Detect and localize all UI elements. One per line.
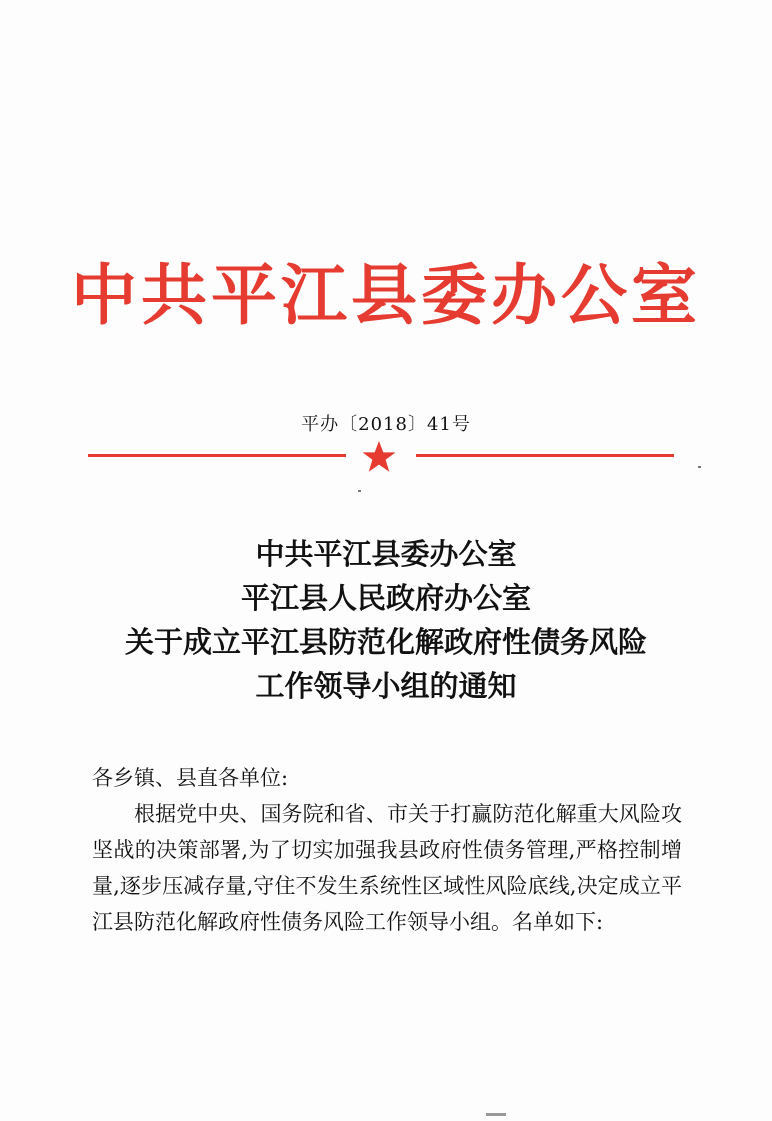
salutation: 各乡镇、县直各单位:	[92, 766, 289, 790]
header-rule-right	[416, 454, 674, 457]
notice-body	[92, 760, 682, 940]
title-line-3: 关于成立平江县防范化解政府性债务风险	[124, 625, 647, 659]
red-header-org-name: 中共平江县委办公室	[71, 256, 701, 334]
star-icon	[361, 440, 397, 474]
scan-speck	[698, 466, 701, 468]
title-line-1: 中共平江县委办公室	[255, 537, 517, 571]
notice-title	[0, 532, 772, 708]
body-paragraph: 根据党中央、国务院和省、市关于打赢防范化解重大风险攻坚战的决策部署,为了切实加强我县政府性债务管理,严格控制增量,逐步压减存量,守住不发生系统性区域性风险底线,决定成立平江县防范化解政府性债务风险工作领导小组。名单如下:	[92, 802, 682, 934]
scan-speck	[358, 490, 361, 492]
scan-speck	[486, 1113, 506, 1116]
title-line-4: 工作领导小组的通知	[255, 669, 517, 703]
header-rule-left	[88, 454, 346, 457]
document-number: 平办〔2018〕41号	[301, 414, 471, 435]
title-line-2: 平江县人民政府办公室	[240, 581, 531, 615]
